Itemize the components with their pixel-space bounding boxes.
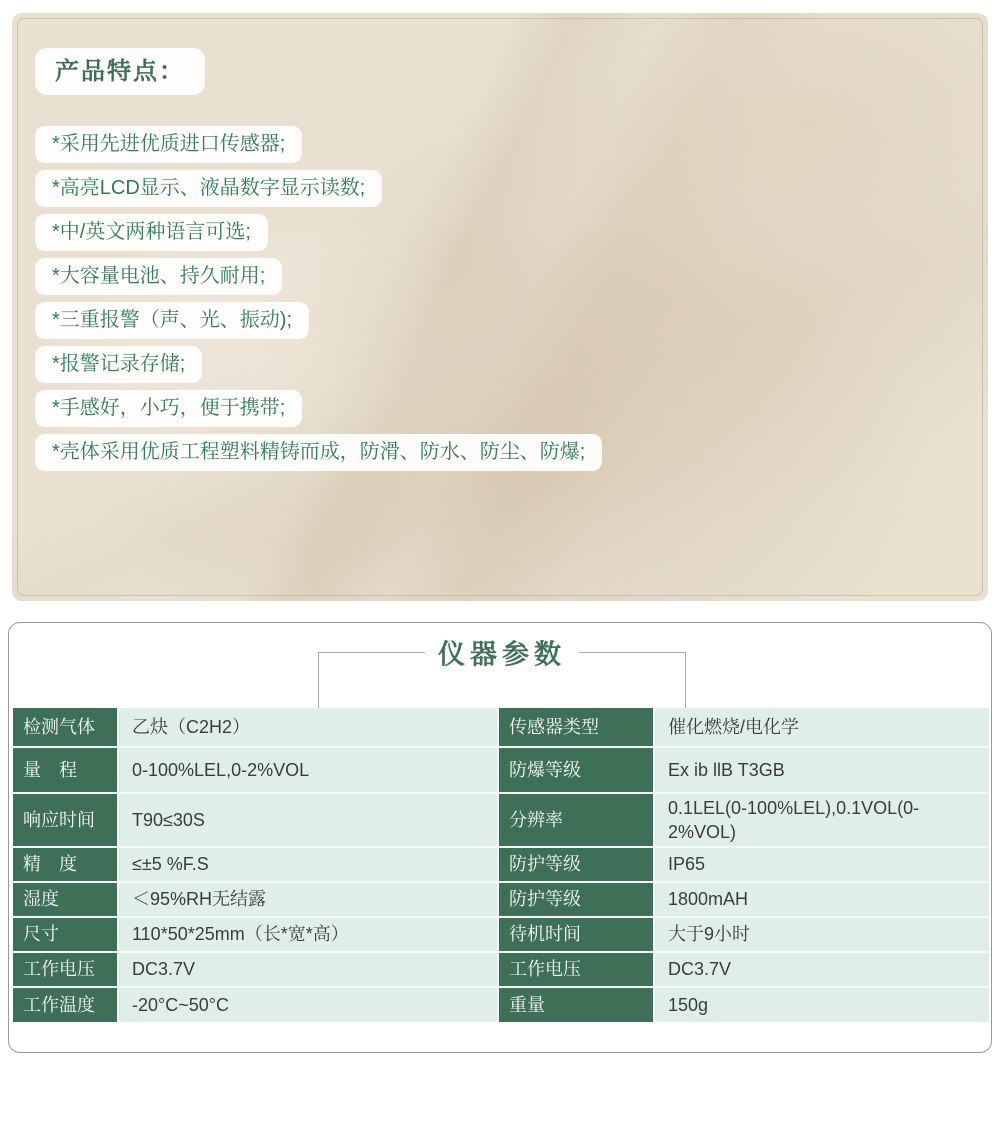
- param-label: 工作温度: [13, 988, 117, 1022]
- param-value: DC3.7V: [655, 953, 989, 986]
- param-label: 防护等级: [499, 848, 653, 881]
- param-value: -20°C~50°C: [119, 988, 497, 1022]
- param-value: 150g: [655, 988, 989, 1022]
- param-label: 防爆等级: [499, 748, 653, 792]
- feature-item: *三重报警（声、光、振动);: [35, 302, 309, 339]
- param-label: 响应时间: [13, 794, 117, 846]
- feature-item: *高亮LCD显示、液晶数字显示读数;: [35, 170, 382, 207]
- param-value: 1800mAH: [655, 883, 989, 916]
- param-value: 0-100%LEL,0-2%VOL: [119, 748, 497, 792]
- param-label: 重量: [499, 988, 653, 1022]
- param-value: 110*50*25mm（长*宽*高）: [119, 918, 497, 951]
- param-value: 0.1LEL(0-100%LEL),0.1VOL(0-2%VOL): [655, 794, 989, 846]
- param-label: 湿度: [13, 883, 117, 916]
- instrument-params-section: [8, 622, 992, 1053]
- param-label: 检测气体: [13, 708, 117, 746]
- param-value: Ex ib llB T3GB: [655, 748, 989, 792]
- feature-item: *壳体采用优质工程塑料精铸而成，防滑、防水、防尘、防爆;: [35, 434, 602, 471]
- feature-item: *报警记录存储;: [35, 346, 202, 383]
- params-table: [13, 708, 989, 1022]
- param-label: 量 程: [13, 748, 117, 792]
- param-label: 分辨率: [499, 794, 653, 846]
- param-label: 尺寸: [13, 918, 117, 951]
- param-value: 催化燃烧/电化学: [655, 708, 989, 746]
- feature-item: *中/英文两种语言可选;: [35, 214, 268, 251]
- param-label: 传感器类型: [499, 708, 653, 746]
- param-value: IP65: [655, 848, 989, 881]
- param-value: 乙炔（C2H2）: [119, 708, 497, 746]
- feature-item: *手感好，小巧，便于携带;: [35, 390, 302, 427]
- param-label: 精 度: [13, 848, 117, 881]
- feature-item: *采用先进优质进口传感器;: [35, 126, 302, 163]
- features-list: [12, 13, 988, 471]
- param-label: 防护等级: [499, 883, 653, 916]
- param-value: 大于9小时: [655, 918, 989, 951]
- param-value: ＜95%RH无结露: [119, 883, 497, 916]
- param-value: T90≤30S: [119, 794, 497, 846]
- product-features-section: [12, 13, 988, 601]
- param-value: DC3.7V: [119, 953, 497, 986]
- param-label: 工作电压: [13, 953, 117, 986]
- param-label: 待机时间: [499, 918, 653, 951]
- param-label: 工作电压: [499, 953, 653, 986]
- params-section-title: 仪器参数: [425, 633, 579, 672]
- feature-item: *大容量电池、持久耐用;: [35, 258, 282, 295]
- param-value: ≤±5 %F.S: [119, 848, 497, 881]
- features-title: 产品特点：: [35, 48, 205, 95]
